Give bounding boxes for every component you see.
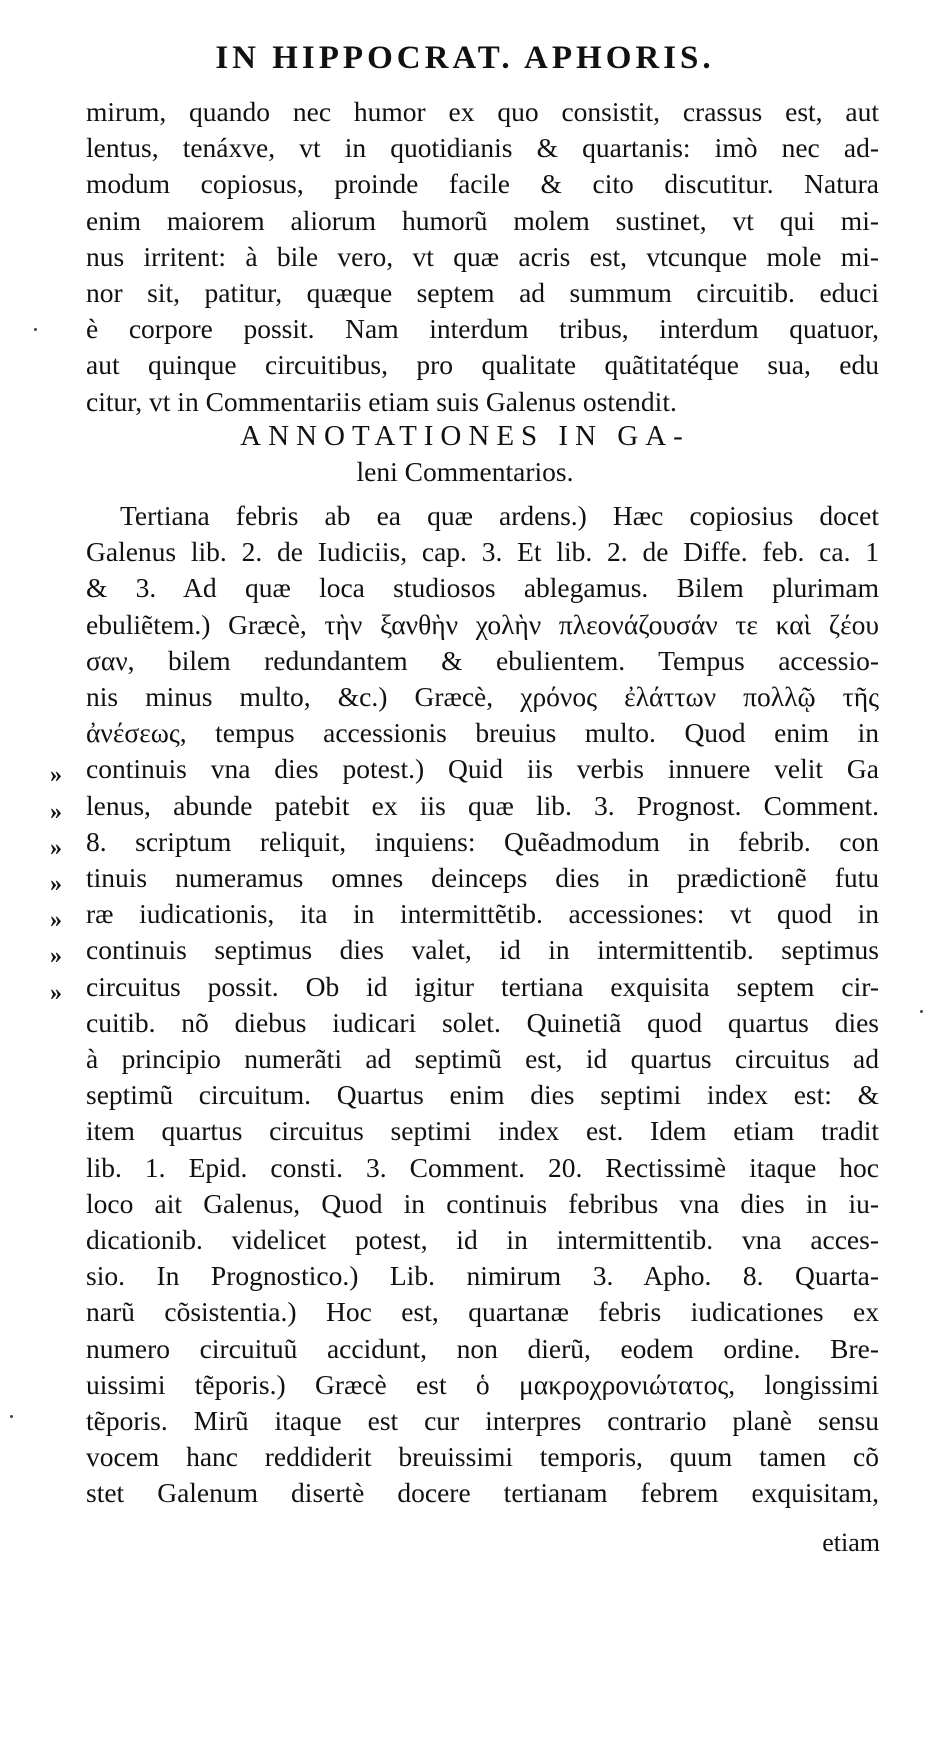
text-line: lib. 1. Epid. consti. 3. Comment. 20. Rectissimè itaque hoc [86, 1151, 879, 1183]
text-line: Tertiana febris ab ea quæ ardens.) Hæc copiosius docet [120, 500, 879, 531]
text-line: vocem hanc reddiderit breuissimi temporis, quum tamen cõ [86, 1441, 879, 1473]
text-line: tẽporis. Mirũ itaque est cur interpres contrario planè sensu [86, 1405, 879, 1436]
text-line: dicationib. videlicet potest, id in intermittentib. vna acces- [86, 1224, 879, 1255]
text-line: è corpore possit. Nam interdum tribus, interdum quatuor, [86, 313, 879, 345]
text-line: numero circuituũ accidunt, non dierũ, eodem ordine. Bre- [86, 1332, 879, 1364]
running-head: IN HIPPOCRAT. APHORIS. [215, 40, 715, 76]
text-line: citur, vt in Commentariis etiam suis Galenus ostendit. [86, 385, 677, 417]
quotation-mark: » [50, 979, 62, 1006]
text-line: narũ cõsistentia.) Hoc est, quartanæ febris iudicationes ex [86, 1296, 879, 1328]
text-line: septimũ circuitum. Quartus enim dies septimi index est: & [86, 1079, 879, 1111]
margin-speck [10, 1415, 13, 1418]
margin-speck [920, 1010, 923, 1013]
text-line: loco ait Galenus, Quod in continuis febribus vna dies in iu- [86, 1187, 879, 1219]
text-line: nis minus multo, &c.) Græcè, χρόνος ἐλάττων πολλῷ τῆς [86, 681, 879, 712]
quotation-mark: » [50, 943, 62, 970]
section-title: ANNOTATIONES IN GA- [240, 420, 690, 452]
text-line: stet Galenum disertè docere tertianam febrem exquisitam, [86, 1477, 879, 1509]
quotation-mark: » [50, 762, 62, 789]
text-line: lentus, tenáxve, vt in quotidianis & quartanis: imò nec ad- [86, 132, 879, 164]
quotation-mark: » [50, 798, 62, 825]
text-line: circuitus possit. Ob id igitur tertiana exquisita septem cir- [86, 970, 879, 1002]
margin-speck [34, 328, 37, 331]
text-line: sio. In Prognostico.) Lib. nimirum 3. Apho. 8. Quarta- [86, 1260, 879, 1292]
text-line: item quartus circuitus septimi index est. Idem etiam tradit [86, 1115, 879, 1147]
text-line: modum copiosus, proinde facile & cito discutitur. Natura [86, 168, 879, 200]
quotation-mark: » [50, 907, 62, 934]
text-line: & 3. Ad quæ loca studiosos ablegamus. Bilem plurimam [86, 572, 879, 604]
text-line: 8. scriptum reliquit, inquiens: Quẽadmodum in febrib. con [86, 825, 879, 857]
text-line: ræ iudicationis, ita in intermittẽtib. accessiones: vt quod in [86, 898, 879, 930]
text-line: tinuis numeramus omnes deinceps dies in prædictionẽ futu [86, 862, 879, 893]
text-line: enim maiorem aliorum humorũ molem sustinet, vt qui mi- [86, 204, 879, 236]
text-line: lenus, abunde patebit ex iis quæ lib. 3. Prognost. Comment. [86, 789, 879, 821]
text-line: cuitib. nõ diebus iudicari solet. Quinetiã quod quartus dies [86, 1006, 879, 1038]
catchword: etiam [822, 1528, 880, 1557]
text-line: Galenus lib. 2. de Iudiciis, cap. 3. Et lib. 2. de Diffe. feb. ca. 1 [86, 536, 879, 568]
quotation-mark: » [50, 871, 62, 897]
text-line: σαν, bilem redundantem & ebulientem. Tempus accessio- [86, 644, 879, 676]
text-line: ἀνέσεως, tempus accessionis breuius multo. Quod enim in [86, 717, 879, 749]
text-line: à principio numerãti ad septimũ est, id quartus circuitus ad [86, 1043, 879, 1074]
section-subtitle: leni Commentarios. [356, 456, 574, 487]
text-line: continuis vna dies potest.) Quid iis verbis innuere velit Ga [86, 753, 879, 785]
text-line: nor sit, patitur, quæque septem ad summum circuitib. educi [86, 277, 879, 308]
text-line: mirum, quando nec humor ex quo consistit, crassus est, aut [86, 96, 879, 127]
text-line: uissimi tẽporis.) Græcè est ὁ μακροχρονιώτατος, longissimi [86, 1368, 879, 1400]
text-line: continuis septimus dies valet, id in intermittentib. septimus [86, 934, 879, 966]
text-line: nus irritent: à bile vero, vt quæ acris est, vtcunque mole mi- [86, 240, 879, 272]
quotation-mark: » [50, 834, 62, 861]
text-line: aut quinque circuitibus, pro qualitate quãtitatéque sua, edu [86, 349, 879, 381]
text-line: ebuliẽtem.) Græcè, τὴν ξανθὴν χολὴν πλεονάζουσάν τε καὶ ζέου [86, 608, 879, 640]
